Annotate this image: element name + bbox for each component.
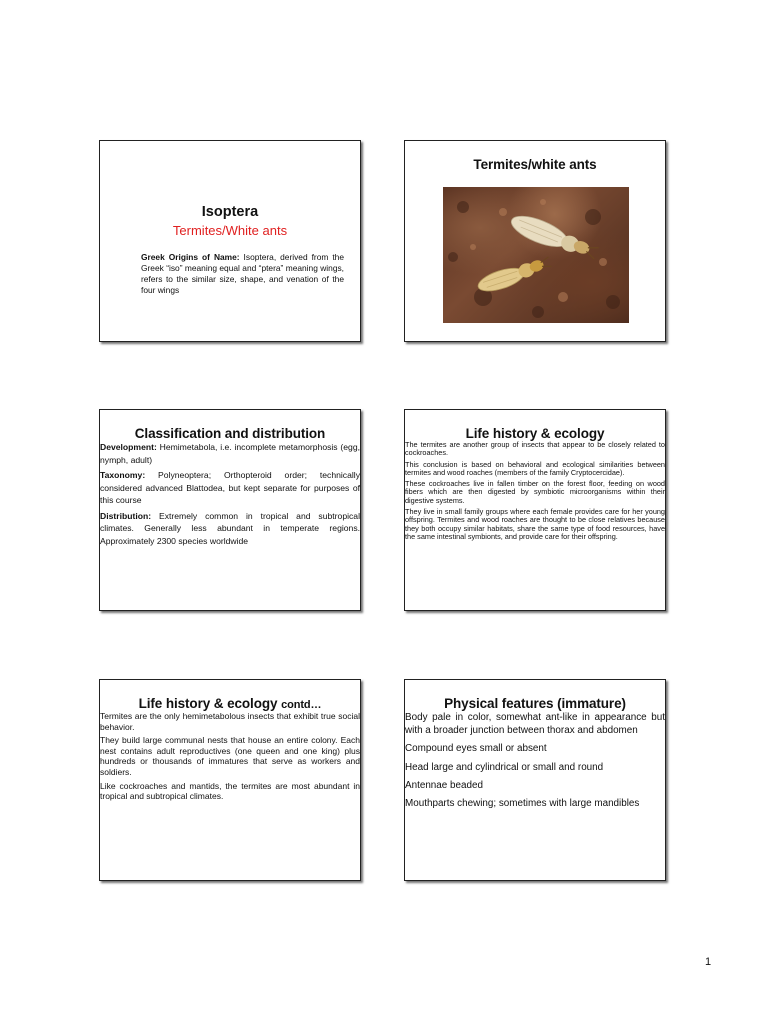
slide-title: Physical features (immature): [444, 696, 626, 711]
slide-title: [100, 696, 360, 711]
item-label: Distribution:: [100, 510, 152, 521]
termites-photo: [443, 187, 629, 323]
list-item: • Mouthparts chewing; sometimes with large mandibles: [405, 797, 665, 810]
bullet-list: [405, 441, 665, 541]
list-item: • They build large communal nests that house an entire colony. Each nest contains adult reproductives (one queen and one king) plus hundreds or thousands of immatures that serve as workers and soldiers.: [100, 735, 360, 777]
list-item: [100, 441, 360, 466]
item-text: Polyneoptera; Orthopteroid order; technically considered advanced Blattodea, but kept separate for purposes of this course: [100, 470, 360, 505]
list-item: • The termites are another group of insects that appear to be closely related to cockroaches.: [405, 441, 665, 458]
slide-physical-features: [404, 679, 666, 881]
item-label: Development:: [100, 442, 157, 452]
page-number: 1: [705, 956, 712, 968]
title-contd: contd…: [281, 699, 322, 711]
termites-illustration: [443, 187, 629, 323]
item-text: Extremely common in tropical and subtropical climates. Generally less abundant in temperate regions. Approximately 2300 species worldwide: [100, 510, 360, 546]
body-label: Greek Origins of Name:: [141, 252, 240, 262]
list-item: • Head large and cylindrical or small and round: [405, 761, 665, 774]
list-item: [100, 510, 360, 548]
slide-subtitle: Termites/White ants: [172, 223, 288, 238]
item-text: Hemimetabola, i.e. incomplete metamorphosis (egg, nymph, adult): [100, 442, 360, 465]
slide-termites-photo: [404, 140, 666, 342]
list-item: • They live in small family groups where each female provides care for her young offspring. Termites and wood roaches are thought to be close relatives because they both occupy similar habitats, share the same type of food resources, have the same intestinal symbionts, and provide care for their offspring.: [405, 508, 665, 541]
list-item: • Like cockroaches and mantids, the termites are most abundant in tropical and subtropical climates.: [100, 781, 360, 802]
slide-title: Classification and distribution: [134, 426, 326, 441]
bullet-list: [100, 441, 360, 547]
item-label: Taxonomy:: [100, 470, 146, 480]
list-item: • Antennae beaded: [405, 779, 665, 792]
body-text: Isoptera, derived from the Greek “iso” meaning equal and “ptera” meaning wings, refers to the similar size, shape, and venation of the four wings: [141, 252, 344, 295]
slide-title: Isoptera: [201, 204, 259, 220]
list-item: • These cockroaches live in fallen timber on the forest floor, feeding on wood fibers which are then digested by symbiotic microorganisms within their digestive systems.: [405, 480, 665, 505]
slide-classification: [99, 409, 361, 611]
title-main: Life history & ecology: [138, 696, 278, 711]
list-item: • This conclusion is based on behavioral and ecological similarities between termites and wood roaches (members of the family Cryptocercidae).: [405, 461, 665, 478]
bullet-list: [100, 711, 360, 802]
slide-life-history-contd: [99, 679, 361, 881]
list-item: • Body pale in color, somewhat ant-like in appearance but with a broader junction between thorax and abdomen: [405, 711, 665, 737]
slide-life-history: [404, 409, 666, 611]
bullet-list: [405, 711, 665, 810]
list-item: • Termites are the only hemimetabolous insects that exhibit true social behavior.: [100, 711, 360, 732]
slide-isoptera: [99, 140, 361, 342]
slide-title: Life history & ecology: [465, 426, 605, 441]
list-item: • Compound eyes small or absent: [405, 742, 665, 755]
slide-title: Termites/white ants: [473, 157, 597, 172]
list-item: [100, 469, 360, 507]
slide-body: [141, 252, 344, 296]
